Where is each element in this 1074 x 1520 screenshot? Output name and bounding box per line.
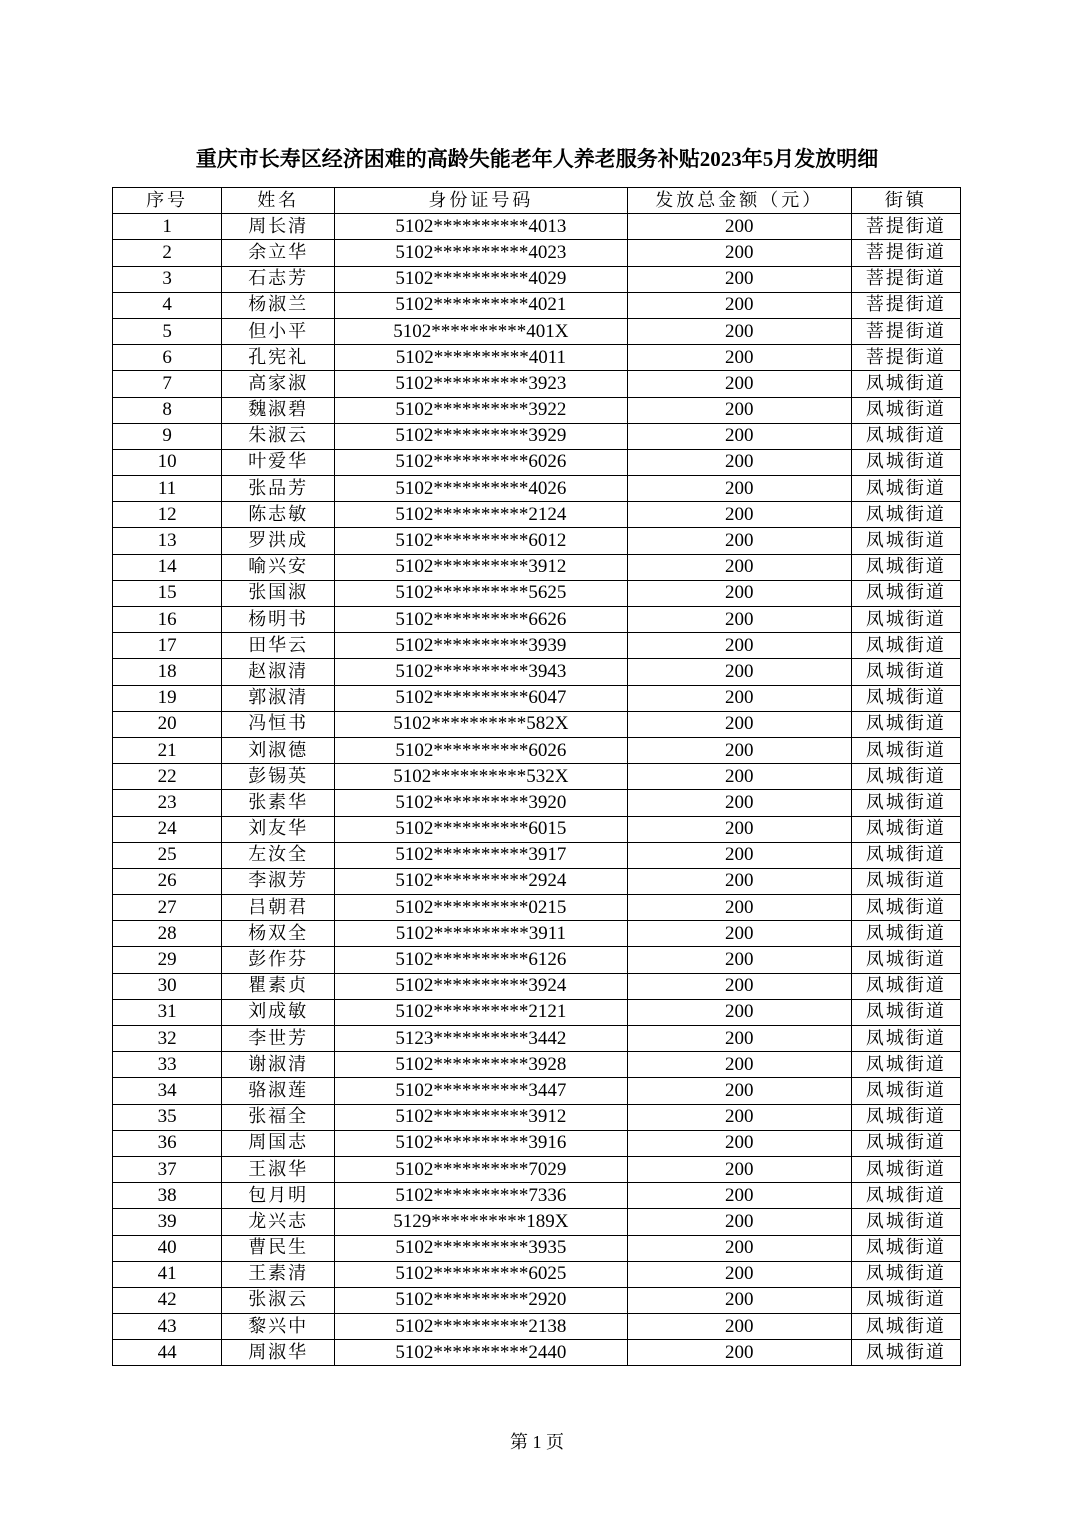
cell-town: 凤城街道 bbox=[851, 397, 960, 423]
table-row bbox=[113, 554, 961, 580]
cell-name: 郭淑清 bbox=[222, 685, 335, 711]
table-row bbox=[113, 502, 961, 528]
cell-town: 凤城街道 bbox=[851, 1209, 960, 1235]
cell-town: 凤城街道 bbox=[851, 659, 960, 685]
cell-town: 凤城街道 bbox=[851, 1156, 960, 1182]
cell-name: 张素华 bbox=[222, 790, 335, 816]
cell-id-number: 5102**********3935 bbox=[335, 1235, 627, 1261]
cell-id-number: 5102**********4023 bbox=[335, 240, 627, 266]
cell-name: 黎兴中 bbox=[222, 1314, 335, 1340]
table-row bbox=[113, 240, 961, 266]
cell-id-number: 5102**********3912 bbox=[335, 1104, 627, 1130]
cell-name: 王淑华 bbox=[222, 1156, 335, 1182]
cell-name: 瞿素贞 bbox=[222, 973, 335, 999]
cell-serial-number: 44 bbox=[113, 1340, 222, 1366]
header-row bbox=[113, 188, 961, 214]
cell-serial-number: 19 bbox=[113, 685, 222, 711]
cell-id-number: 5102**********7029 bbox=[335, 1156, 627, 1182]
table-row bbox=[113, 1026, 961, 1052]
cell-town: 凤城街道 bbox=[851, 554, 960, 580]
cell-id-number: 5102**********2121 bbox=[335, 999, 627, 1025]
cell-town: 凤城街道 bbox=[851, 1130, 960, 1156]
cell-town: 凤城街道 bbox=[851, 449, 960, 475]
cell-id-number: 5102**********5625 bbox=[335, 580, 627, 606]
cell-town: 凤城街道 bbox=[851, 502, 960, 528]
cell-id-number: 5102**********4011 bbox=[335, 345, 627, 371]
cell-serial-number: 33 bbox=[113, 1052, 222, 1078]
cell-town: 凤城街道 bbox=[851, 711, 960, 737]
cell-amount: 200 bbox=[627, 1235, 851, 1261]
cell-town: 凤城街道 bbox=[851, 580, 960, 606]
cell-amount: 200 bbox=[627, 1156, 851, 1182]
cell-amount: 200 bbox=[627, 1052, 851, 1078]
table-row bbox=[113, 737, 961, 763]
table-row bbox=[113, 685, 961, 711]
cell-amount: 200 bbox=[627, 1026, 851, 1052]
cell-town: 凤城街道 bbox=[851, 895, 960, 921]
cell-amount: 200 bbox=[627, 999, 851, 1025]
cell-serial-number: 10 bbox=[113, 449, 222, 475]
cell-id-number: 5102**********3943 bbox=[335, 659, 627, 685]
cell-name: 石志芳 bbox=[222, 266, 335, 292]
cell-id-number: 5102**********6047 bbox=[335, 685, 627, 711]
cell-amount: 200 bbox=[627, 895, 851, 921]
table-row bbox=[113, 1340, 961, 1366]
cell-id-number: 5102**********3447 bbox=[335, 1078, 627, 1104]
cell-town: 凤城街道 bbox=[851, 921, 960, 947]
cell-amount: 200 bbox=[627, 266, 851, 292]
cell-id-number: 5123**********3442 bbox=[335, 1026, 627, 1052]
cell-id-number: 5102**********582X bbox=[335, 711, 627, 737]
cell-serial-number: 24 bbox=[113, 816, 222, 842]
cell-serial-number: 5 bbox=[113, 318, 222, 344]
cell-name: 吕朝君 bbox=[222, 895, 335, 921]
cell-name: 但小平 bbox=[222, 318, 335, 344]
cell-town: 菩提街道 bbox=[851, 318, 960, 344]
cell-name: 包月明 bbox=[222, 1183, 335, 1209]
page-number: 第 1 页 bbox=[510, 1432, 564, 1452]
subsidy-table bbox=[112, 187, 961, 1366]
cell-amount: 200 bbox=[627, 947, 851, 973]
cell-amount: 200 bbox=[627, 397, 851, 423]
table-row bbox=[113, 921, 961, 947]
cell-serial-number: 22 bbox=[113, 764, 222, 790]
cell-id-number: 5102**********3911 bbox=[335, 921, 627, 947]
cell-amount: 200 bbox=[627, 449, 851, 475]
cell-amount: 200 bbox=[627, 1183, 851, 1209]
header-town: 街镇 bbox=[851, 188, 960, 214]
cell-amount: 200 bbox=[627, 685, 851, 711]
cell-serial-number: 17 bbox=[113, 633, 222, 659]
cell-name: 刘淑德 bbox=[222, 737, 335, 763]
cell-serial-number: 32 bbox=[113, 1026, 222, 1052]
cell-id-number: 5102**********3924 bbox=[335, 973, 627, 999]
table-row bbox=[113, 371, 961, 397]
cell-name: 周长清 bbox=[222, 214, 335, 240]
cell-town: 凤城街道 bbox=[851, 423, 960, 449]
table-row bbox=[113, 476, 961, 502]
table-row bbox=[113, 1104, 961, 1130]
cell-id-number: 5102**********6012 bbox=[335, 528, 627, 554]
table-body bbox=[113, 214, 961, 1366]
cell-name: 高家淑 bbox=[222, 371, 335, 397]
cell-name: 陈志敏 bbox=[222, 502, 335, 528]
cell-name: 张福全 bbox=[222, 1104, 335, 1130]
cell-id-number: 5102**********2138 bbox=[335, 1314, 627, 1340]
cell-id-number: 5102**********4026 bbox=[335, 476, 627, 502]
cell-id-number: 5102**********6015 bbox=[335, 816, 627, 842]
cell-id-number: 5102**********7336 bbox=[335, 1183, 627, 1209]
cell-name: 刘友华 bbox=[222, 816, 335, 842]
table-row bbox=[113, 1209, 961, 1235]
cell-name: 朱淑云 bbox=[222, 423, 335, 449]
cell-id-number: 5102**********3939 bbox=[335, 633, 627, 659]
cell-town: 凤城街道 bbox=[851, 1104, 960, 1130]
cell-name: 冯恒书 bbox=[222, 711, 335, 737]
cell-town: 凤城街道 bbox=[851, 476, 960, 502]
cell-amount: 200 bbox=[627, 240, 851, 266]
cell-amount: 200 bbox=[627, 842, 851, 868]
table-row bbox=[113, 790, 961, 816]
cell-serial-number: 30 bbox=[113, 973, 222, 999]
cell-town: 菩提街道 bbox=[851, 345, 960, 371]
cell-name: 龙兴志 bbox=[222, 1209, 335, 1235]
table-row bbox=[113, 266, 961, 292]
cell-name: 周国志 bbox=[222, 1130, 335, 1156]
cell-amount: 200 bbox=[627, 1314, 851, 1340]
table-row bbox=[113, 345, 961, 371]
cell-town: 凤城街道 bbox=[851, 1314, 960, 1340]
cell-town: 凤城街道 bbox=[851, 1052, 960, 1078]
table-row bbox=[113, 607, 961, 633]
cell-serial-number: 29 bbox=[113, 947, 222, 973]
cell-amount: 200 bbox=[627, 607, 851, 633]
cell-amount: 200 bbox=[627, 868, 851, 894]
cell-id-number: 5102**********3928 bbox=[335, 1052, 627, 1078]
cell-serial-number: 26 bbox=[113, 868, 222, 894]
cell-serial-number: 31 bbox=[113, 999, 222, 1025]
cell-id-number: 5102**********2440 bbox=[335, 1340, 627, 1366]
cell-amount: 200 bbox=[627, 1078, 851, 1104]
cell-serial-number: 36 bbox=[113, 1130, 222, 1156]
cell-id-number: 5129**********189X bbox=[335, 1209, 627, 1235]
cell-serial-number: 4 bbox=[113, 292, 222, 318]
cell-town: 凤城街道 bbox=[851, 685, 960, 711]
cell-town: 凤城街道 bbox=[851, 973, 960, 999]
cell-serial-number: 37 bbox=[113, 1156, 222, 1182]
cell-serial-number: 2 bbox=[113, 240, 222, 266]
cell-town: 凤城街道 bbox=[851, 1183, 960, 1209]
table-row bbox=[113, 1287, 961, 1313]
cell-name: 张淑云 bbox=[222, 1287, 335, 1313]
cell-name: 余立华 bbox=[222, 240, 335, 266]
cell-amount: 200 bbox=[627, 659, 851, 685]
cell-town: 菩提街道 bbox=[851, 240, 960, 266]
cell-id-number: 5102**********4013 bbox=[335, 214, 627, 240]
cell-amount: 200 bbox=[627, 633, 851, 659]
cell-name: 赵淑清 bbox=[222, 659, 335, 685]
cell-name: 张国淑 bbox=[222, 580, 335, 606]
cell-town: 凤城街道 bbox=[851, 842, 960, 868]
table-row bbox=[113, 868, 961, 894]
cell-town: 凤城街道 bbox=[851, 1261, 960, 1287]
cell-serial-number: 39 bbox=[113, 1209, 222, 1235]
table-row bbox=[113, 449, 961, 475]
cell-serial-number: 3 bbox=[113, 266, 222, 292]
cell-serial-number: 40 bbox=[113, 1235, 222, 1261]
cell-id-number: 5102**********3923 bbox=[335, 371, 627, 397]
cell-name: 王素清 bbox=[222, 1261, 335, 1287]
table-row bbox=[113, 764, 961, 790]
cell-id-number: 5102**********3912 bbox=[335, 554, 627, 580]
cell-serial-number: 34 bbox=[113, 1078, 222, 1104]
cell-id-number: 5102**********3917 bbox=[335, 842, 627, 868]
cell-serial-number: 7 bbox=[113, 371, 222, 397]
cell-town: 凤城街道 bbox=[851, 1235, 960, 1261]
cell-town: 凤城街道 bbox=[851, 1287, 960, 1313]
table-row bbox=[113, 1183, 961, 1209]
cell-amount: 200 bbox=[627, 345, 851, 371]
cell-name: 骆淑莲 bbox=[222, 1078, 335, 1104]
cell-town: 凤城街道 bbox=[851, 816, 960, 842]
table-row bbox=[113, 423, 961, 449]
cell-amount: 200 bbox=[627, 292, 851, 318]
cell-amount: 200 bbox=[627, 921, 851, 947]
cell-name: 彭锡英 bbox=[222, 764, 335, 790]
cell-serial-number: 14 bbox=[113, 554, 222, 580]
cell-town: 凤城街道 bbox=[851, 371, 960, 397]
cell-id-number: 5102**********6026 bbox=[335, 449, 627, 475]
cell-name: 叶爱华 bbox=[222, 449, 335, 475]
table-row bbox=[113, 1235, 961, 1261]
table-row bbox=[113, 292, 961, 318]
cell-amount: 200 bbox=[627, 1104, 851, 1130]
cell-serial-number: 41 bbox=[113, 1261, 222, 1287]
cell-town: 凤城街道 bbox=[851, 737, 960, 763]
table-row bbox=[113, 1314, 961, 1340]
cell-town: 菩提街道 bbox=[851, 292, 960, 318]
table-row bbox=[113, 1156, 961, 1182]
cell-town: 凤城街道 bbox=[851, 1078, 960, 1104]
cell-town: 凤城街道 bbox=[851, 764, 960, 790]
cell-serial-number: 25 bbox=[113, 842, 222, 868]
table-row bbox=[113, 214, 961, 240]
cell-amount: 200 bbox=[627, 502, 851, 528]
header-id-number: 身份证号码 bbox=[335, 188, 627, 214]
cell-amount: 200 bbox=[627, 476, 851, 502]
cell-amount: 200 bbox=[627, 1209, 851, 1235]
cell-name: 孔宪礼 bbox=[222, 345, 335, 371]
cell-id-number: 5102**********0215 bbox=[335, 895, 627, 921]
header-serial-number: 序号 bbox=[113, 188, 222, 214]
cell-id-number: 5102**********6126 bbox=[335, 947, 627, 973]
cell-amount: 200 bbox=[627, 554, 851, 580]
cell-serial-number: 6 bbox=[113, 345, 222, 371]
cell-name: 刘成敏 bbox=[222, 999, 335, 1025]
cell-amount: 200 bbox=[627, 318, 851, 344]
cell-name: 谢淑清 bbox=[222, 1052, 335, 1078]
cell-name: 喻兴安 bbox=[222, 554, 335, 580]
cell-id-number: 5102**********401X bbox=[335, 318, 627, 344]
cell-serial-number: 9 bbox=[113, 423, 222, 449]
table-row bbox=[113, 973, 961, 999]
cell-town: 凤城街道 bbox=[851, 1340, 960, 1366]
cell-serial-number: 11 bbox=[113, 476, 222, 502]
cell-serial-number: 27 bbox=[113, 895, 222, 921]
cell-town: 菩提街道 bbox=[851, 266, 960, 292]
cell-amount: 200 bbox=[627, 423, 851, 449]
cell-serial-number: 16 bbox=[113, 607, 222, 633]
cell-id-number: 5102**********2124 bbox=[335, 502, 627, 528]
cell-amount: 200 bbox=[627, 1287, 851, 1313]
cell-serial-number: 23 bbox=[113, 790, 222, 816]
cell-amount: 200 bbox=[627, 816, 851, 842]
cell-name: 彭作芬 bbox=[222, 947, 335, 973]
cell-amount: 200 bbox=[627, 371, 851, 397]
cell-town: 凤城街道 bbox=[851, 947, 960, 973]
table-row bbox=[113, 580, 961, 606]
cell-town: 凤城街道 bbox=[851, 999, 960, 1025]
cell-name: 罗洪成 bbox=[222, 528, 335, 554]
cell-name: 杨淑兰 bbox=[222, 292, 335, 318]
cell-id-number: 5102**********3920 bbox=[335, 790, 627, 816]
cell-id-number: 5102**********2924 bbox=[335, 868, 627, 894]
cell-serial-number: 38 bbox=[113, 1183, 222, 1209]
cell-town: 凤城街道 bbox=[851, 1026, 960, 1052]
cell-serial-number: 43 bbox=[113, 1314, 222, 1340]
table-row bbox=[113, 816, 961, 842]
cell-amount: 200 bbox=[627, 737, 851, 763]
cell-serial-number: 21 bbox=[113, 737, 222, 763]
table-row bbox=[113, 318, 961, 344]
cell-id-number: 5102**********3922 bbox=[335, 397, 627, 423]
table-header bbox=[113, 188, 961, 214]
cell-amount: 200 bbox=[627, 790, 851, 816]
cell-id-number: 5102**********532X bbox=[335, 764, 627, 790]
cell-name: 李淑芳 bbox=[222, 868, 335, 894]
table-row bbox=[113, 528, 961, 554]
table-row bbox=[113, 895, 961, 921]
table-row bbox=[113, 1078, 961, 1104]
cell-amount: 200 bbox=[627, 973, 851, 999]
cell-name: 田华云 bbox=[222, 633, 335, 659]
cell-amount: 200 bbox=[627, 1340, 851, 1366]
cell-serial-number: 13 bbox=[113, 528, 222, 554]
cell-serial-number: 8 bbox=[113, 397, 222, 423]
cell-name: 张品芳 bbox=[222, 476, 335, 502]
cell-id-number: 5102**********4021 bbox=[335, 292, 627, 318]
header-total-amount: 发放总金额（元） bbox=[627, 188, 851, 214]
cell-serial-number: 35 bbox=[113, 1104, 222, 1130]
cell-id-number: 5102**********6026 bbox=[335, 737, 627, 763]
table-row bbox=[113, 999, 961, 1025]
cell-name: 魏淑碧 bbox=[222, 397, 335, 423]
cell-town: 凤城街道 bbox=[851, 607, 960, 633]
cell-town: 凤城街道 bbox=[851, 528, 960, 554]
table-row bbox=[113, 659, 961, 685]
cell-amount: 200 bbox=[627, 764, 851, 790]
header-name: 姓名 bbox=[222, 188, 335, 214]
table-row bbox=[113, 1261, 961, 1287]
cell-town: 菩提街道 bbox=[851, 214, 960, 240]
cell-name: 左汝全 bbox=[222, 842, 335, 868]
cell-serial-number: 15 bbox=[113, 580, 222, 606]
cell-amount: 200 bbox=[627, 1261, 851, 1287]
cell-serial-number: 20 bbox=[113, 711, 222, 737]
cell-id-number: 5102**********6025 bbox=[335, 1261, 627, 1287]
cell-amount: 200 bbox=[627, 580, 851, 606]
cell-serial-number: 1 bbox=[113, 214, 222, 240]
cell-serial-number: 28 bbox=[113, 921, 222, 947]
cell-town: 凤城街道 bbox=[851, 790, 960, 816]
cell-town: 凤城街道 bbox=[851, 868, 960, 894]
table-row bbox=[113, 947, 961, 973]
cell-town: 凤城街道 bbox=[851, 633, 960, 659]
cell-id-number: 5102**********4029 bbox=[335, 266, 627, 292]
cell-id-number: 5102**********3929 bbox=[335, 423, 627, 449]
cell-amount: 200 bbox=[627, 214, 851, 240]
document-title: 重庆市长寿区经济困难的高龄失能老年人养老服务补贴2023年5月发放明细 bbox=[195, 147, 879, 171]
cell-id-number: 5102**********3916 bbox=[335, 1130, 627, 1156]
table-row bbox=[113, 1052, 961, 1078]
table-row bbox=[113, 1130, 961, 1156]
table-row bbox=[113, 397, 961, 423]
cell-amount: 200 bbox=[627, 711, 851, 737]
cell-amount: 200 bbox=[627, 528, 851, 554]
cell-serial-number: 18 bbox=[113, 659, 222, 685]
cell-name: 周淑华 bbox=[222, 1340, 335, 1366]
cell-id-number: 5102**********2920 bbox=[335, 1287, 627, 1313]
cell-name: 曹民生 bbox=[222, 1235, 335, 1261]
cell-id-number: 5102**********6626 bbox=[335, 607, 627, 633]
cell-serial-number: 12 bbox=[113, 502, 222, 528]
cell-name: 杨双全 bbox=[222, 921, 335, 947]
cell-amount: 200 bbox=[627, 1130, 851, 1156]
cell-serial-number: 42 bbox=[113, 1287, 222, 1313]
cell-name: 李世芳 bbox=[222, 1026, 335, 1052]
cell-name: 杨明书 bbox=[222, 607, 335, 633]
table-row bbox=[113, 842, 961, 868]
table-row bbox=[113, 711, 961, 737]
table-row bbox=[113, 633, 961, 659]
